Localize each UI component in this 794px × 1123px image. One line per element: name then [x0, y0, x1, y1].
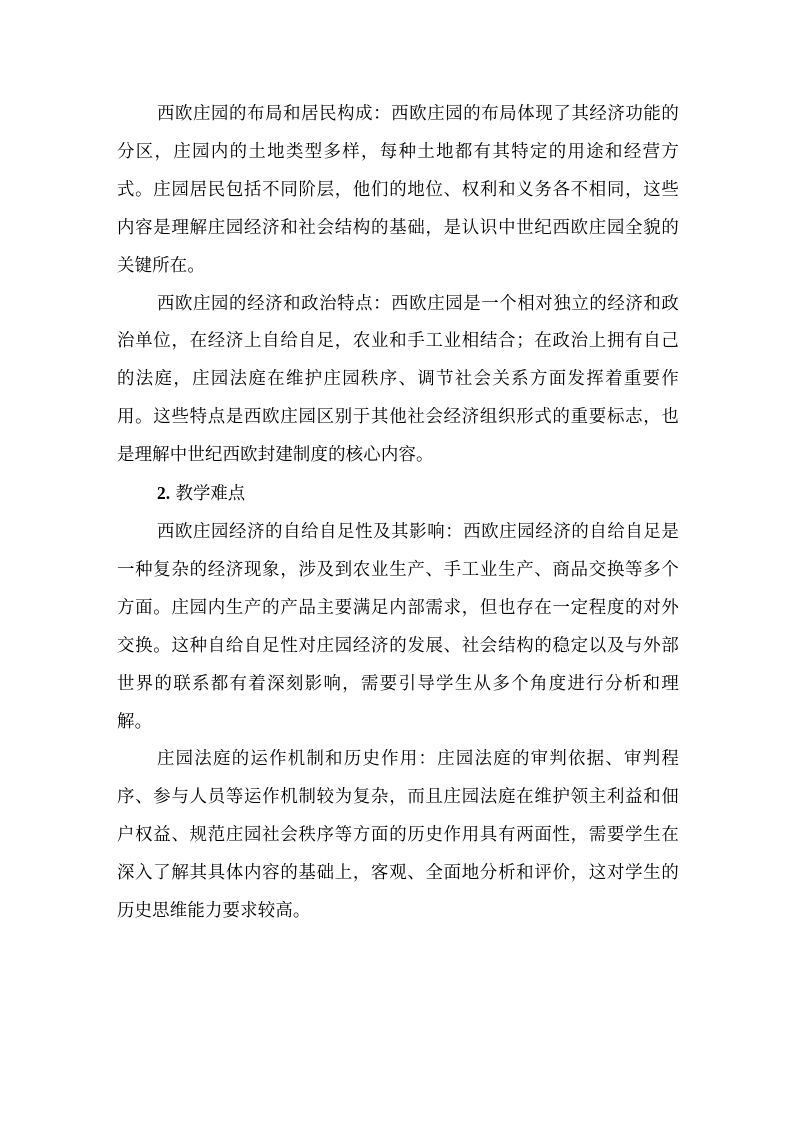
paragraph-self-sufficiency: 西欧庄园经济的自给自足性及其影响：西欧庄园经济的自给自足是一种复杂的经济现象，涉及到农业生产、手工业生产、商品交换等多个方面。庄园内生产的产品主要满足内部需求，但也存在一定程度的对外交换。这种自给自足性对庄园经济的发展、社会结构的稳定以及与外部世界的联系都有着深刻影响，需要引导学生从多个角度进行分析和理解。	[117, 521, 679, 732]
document-page	[117, 96, 679, 931]
paragraph-layout-and-residents: 西欧庄园的布局和居民构成：西欧庄园的布局体现了其经济功能的分区，庄园内的土地类型多样，每种土地都有其特定的用途和经营方式。庄园居民包括不同阶层，他们的地位、权利和义务各不相同，这些内容是理解庄园经济和社会结构的基础，是认识中世纪西欧庄园全貌的关键所在。	[117, 104, 679, 276]
paragraph-manor-court: 庄园法庭的运作机制和历史作用：庄园法庭的审判依据、审判程序、参与人员等运作机制较为复杂，而且庄园法庭在维护领主利益和佃户权益、规范庄园社会秩序等方面的历史作用具有两面性，需要学生在深入了解其具体内容的基础上，客观、全面地分析和评价，这对学生的历史思维能力要求较高。	[117, 749, 679, 922]
section-title: 教学难点	[175, 484, 246, 505]
section-number: 2.	[157, 483, 171, 504]
section-heading	[117, 475, 679, 514]
paragraph-economic-political-features: 西欧庄园的经济和政治特点：西欧庄园是一个相对独立的经济和政治单位，在经济上自给自足，农业和手工业相结合；在政治上拥有自己的法庭，庄园法庭在维护庄园秩序、调节社会关系方面发挥着重要作用。这些特点是西欧庄园区别于其他社会经济组织形式的重要标志，也是理解中世纪西欧封建制度的核心内容。	[117, 293, 679, 466]
